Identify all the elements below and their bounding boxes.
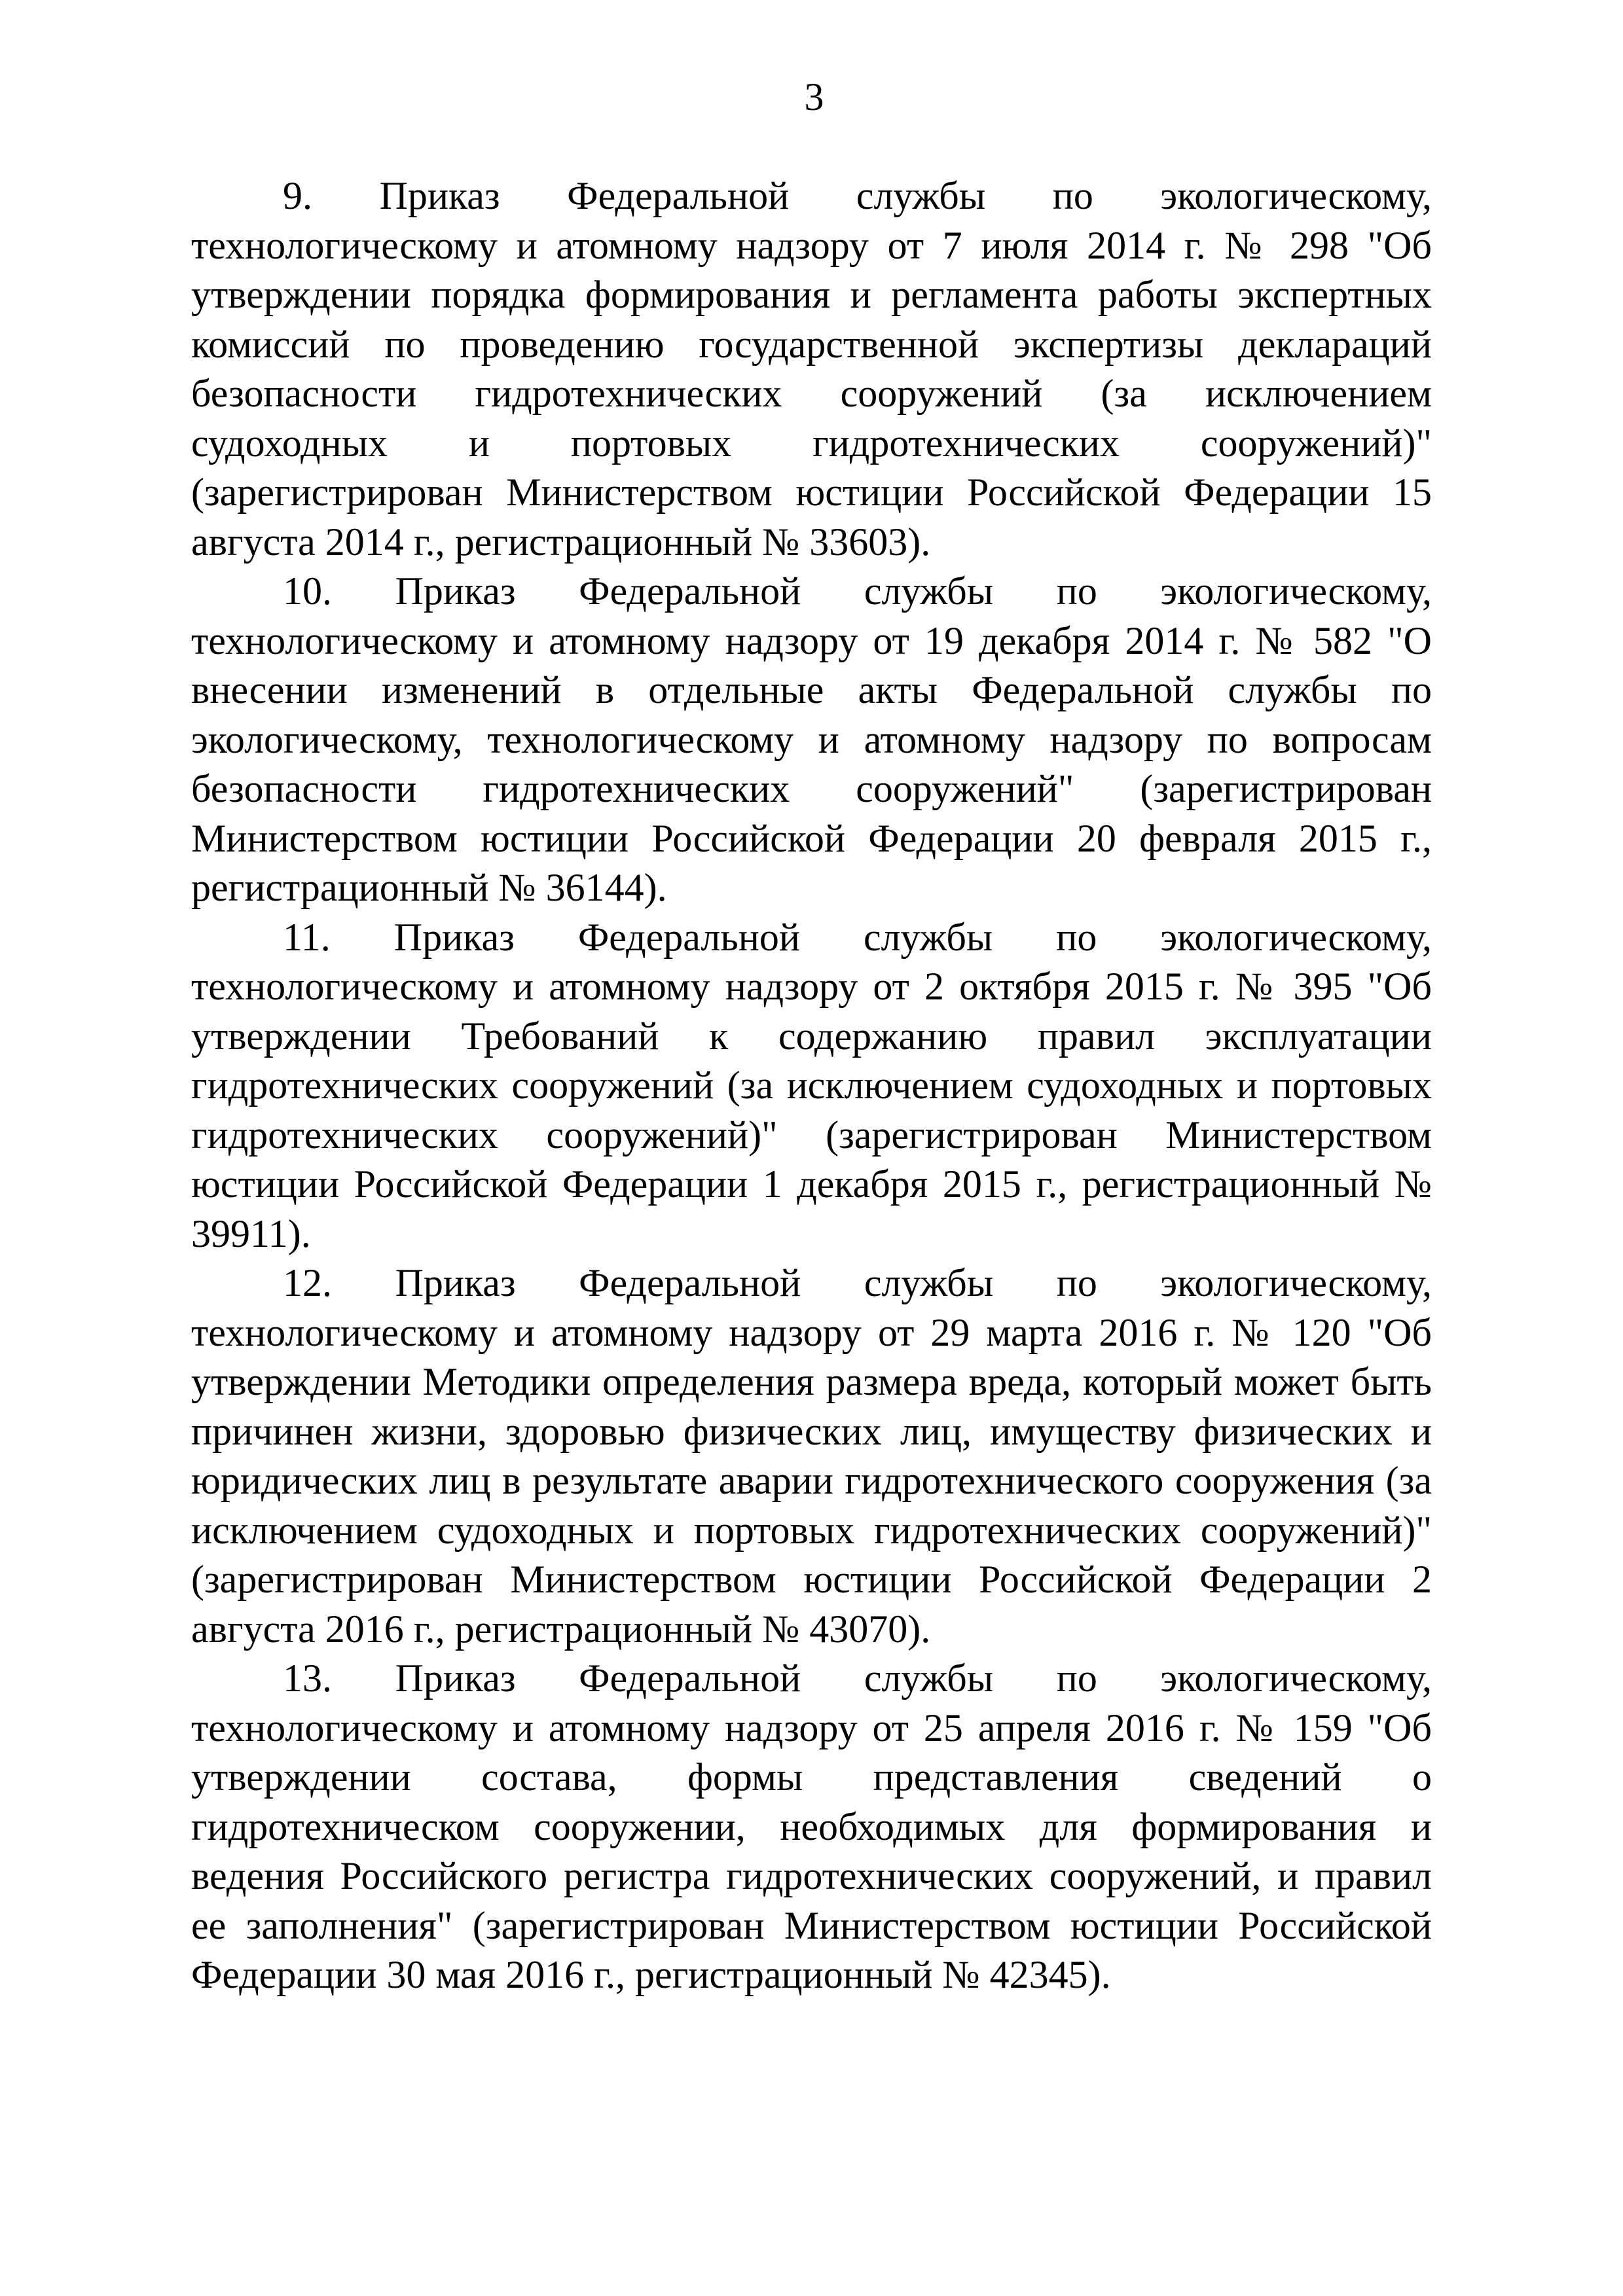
list-item-11: 11. Приказ Федеральной службы по экологическому, технологическому и атомному надзору от 2 октября 2015 г. № 395 "Об утверждении Требований к содержанию правил эксплуатации гидротехнических сооружений (за исключением судоходных и портовых гидротехнических сооружений)" (зарегистрирован Министерством юстиции Российской Федерации 1 декабря 2015 г., регистрационный № 39911). [191,915,1432,1255]
list-item-13: 13. Приказ Федеральной службы по экологическому, технологическому и атомному надзору от 25 апреля 2016 г. № 159 "Об утверждении состава, формы представления сведений о гидротехническом сооружении, необходимых для формирования и ведения Российского регистра гидротехнических сооружений, и правил ее заполнения" (зарегистрирован Министерством юстиции Российской Федерации 30 мая 2016 г., регистрационный № 42345). [191,1657,1432,1996]
list-item-9: 9. Приказ Федеральной службы по экологическому, технологическому и атомному надзору от 7 июля 2014 г. № 298 "Об утверждении порядка формирования и регламента работы экспертных комиссий по проведению государственной экспертизы деклараций безопасности гидротехнических сооружений (за исключением судоходных и портовых гидротехнических сооружений)" (зарегистрирован Министерством юстиции Российской Федерации 15 августа 2014 г., регистрационный № 33603). [191,174,1432,564]
list-item-10: 10. Приказ Федеральной службы по экологическому, технологическому и атомному надзору от 19 декабря 2014 г. № 582 "О внесении изменений в отдельные акты Федеральной службы по экологическому, технологическому и атомному надзору по вопросам безопасности гидротехнических сооружений" (зарегистрирован Министерством юстиции Российской Федерации 20 февраля 2015 г., регистрационный № 36144). [191,569,1432,909]
list-item-12: 12. Приказ Федеральной службы по экологическому, технологическому и атомному надзору от 29 марта 2016 г. № 120 "Об утверждении Методики определения размера вреда, который может быть причинен жизни, здоровью физических лиц, имуществу физических и юридических лиц в результате аварии гидротехнического сооружения (за исключением судоходных и портовых гидротехнических сооружений)" (зарегистрирован Министерством юстиции Российской Федерации 2 августа 2016 г., регистрационный № 43070). [191,1261,1432,1651]
document-body [191,171,1432,2000]
page-number: 3 [804,75,824,118]
